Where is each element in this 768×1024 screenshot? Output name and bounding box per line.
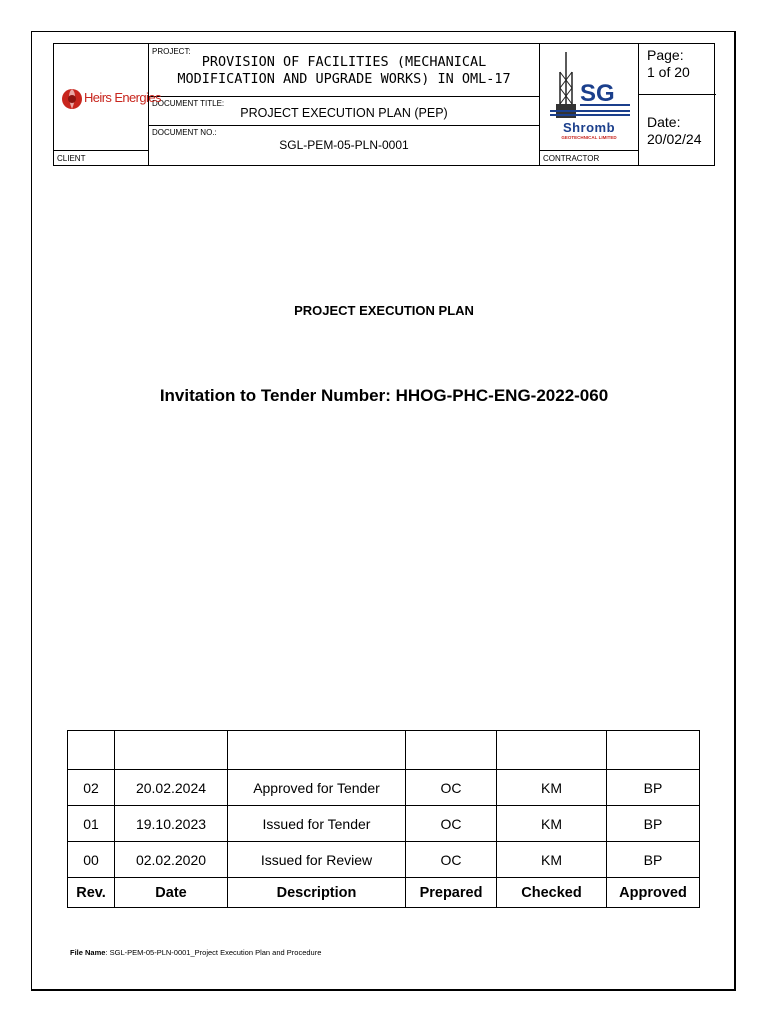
tender-number: Invitation to Tender Number: HHOG-PHC-ENG-2022-060 bbox=[159, 386, 609, 405]
approved-cell: BP bbox=[607, 806, 700, 842]
client-logo bbox=[58, 82, 161, 118]
header-checked: Checked bbox=[497, 878, 607, 908]
description-cell: Issued for Review bbox=[228, 842, 406, 878]
checked-cell: KM bbox=[497, 842, 607, 878]
date-cell: 20.02.2024 bbox=[115, 770, 228, 806]
table-row bbox=[68, 806, 700, 842]
prepared-cell: OC bbox=[406, 770, 497, 806]
rev-cell: 01 bbox=[68, 806, 115, 842]
contractor-logo-mark: SG bbox=[580, 80, 615, 107]
client-label: CLIENT bbox=[57, 154, 86, 163]
document-no-label: DOCUMENT NO.: bbox=[152, 128, 217, 137]
approved-cell: BP bbox=[607, 770, 700, 806]
header-approved: Approved bbox=[607, 878, 700, 908]
file-name bbox=[70, 948, 321, 957]
revision-table bbox=[67, 730, 700, 908]
date-cell bbox=[647, 114, 715, 148]
prepared-cell: OC bbox=[406, 842, 497, 878]
document-title-label: DOCUMENT TITLE: bbox=[152, 99, 225, 108]
date-label: Date: bbox=[647, 114, 681, 130]
table-cell bbox=[497, 731, 607, 770]
approved-cell: BP bbox=[607, 842, 700, 878]
table-cell bbox=[607, 731, 700, 770]
contractor-logo bbox=[540, 48, 638, 152]
description-cell: Issued for Tender bbox=[228, 806, 406, 842]
table-cell bbox=[406, 731, 497, 770]
page-label: Page: bbox=[647, 47, 684, 63]
document-no: SGL-PEM-05-PLN-0001 bbox=[279, 138, 409, 152]
table-cell bbox=[68, 731, 115, 770]
main-title: PROJECT EXECUTION PLAN bbox=[294, 303, 474, 318]
header-description: Description bbox=[228, 878, 406, 908]
rev-cell: 02 bbox=[68, 770, 115, 806]
project-title-line2: MODIFICATION AND UPGRADE WORKS) IN OML-17 bbox=[177, 71, 511, 87]
checked-cell: KM bbox=[497, 770, 607, 806]
document-title: PROJECT EXECUTION PLAN (PEP) bbox=[240, 106, 448, 120]
header-divider bbox=[54, 150, 148, 151]
table-header-row bbox=[68, 878, 700, 908]
contractor-logo-subtext: GEOTECHNICAL LIMITED bbox=[561, 135, 617, 140]
header-divider bbox=[148, 96, 539, 97]
contractor-label: CONTRACTOR bbox=[543, 154, 600, 163]
page-value: 1 of 20 bbox=[647, 64, 690, 80]
checked-cell: KM bbox=[497, 806, 607, 842]
client-logo-icon bbox=[60, 84, 84, 112]
date-cell: 19.10.2023 bbox=[115, 806, 228, 842]
header-rev: Rev. bbox=[68, 878, 115, 908]
header-date: Date bbox=[115, 878, 228, 908]
header-prepared: Prepared bbox=[406, 878, 497, 908]
page-cell bbox=[647, 47, 715, 81]
drilling-rig-icon bbox=[540, 48, 638, 120]
client-logo-text: Heirs Energies bbox=[84, 90, 161, 105]
description-cell: Approved for Tender bbox=[228, 770, 406, 806]
project-label: PROJECT: bbox=[152, 47, 191, 56]
header-divider bbox=[638, 94, 716, 95]
contractor-logo-text: Shromb bbox=[562, 120, 616, 135]
table-cell bbox=[115, 731, 228, 770]
date-cell: 02.02.2020 bbox=[115, 842, 228, 878]
project-title bbox=[149, 54, 539, 88]
header-divider bbox=[638, 44, 639, 165]
table-row bbox=[68, 770, 700, 806]
table-row bbox=[68, 842, 700, 878]
file-name-label: File Name bbox=[70, 948, 106, 957]
date-value: 20/02/24 bbox=[647, 131, 702, 147]
table-row bbox=[68, 731, 700, 770]
document-header bbox=[53, 43, 715, 166]
file-name-value: : SGL-PEM-05-PLN-0001_Project Execution Plan and Procedure bbox=[105, 948, 322, 957]
project-title-line1: PROVISION OF FACILITIES (MECHANICAL bbox=[201, 54, 487, 70]
header-divider bbox=[148, 125, 539, 126]
table-cell bbox=[228, 731, 406, 770]
prepared-cell: OC bbox=[406, 806, 497, 842]
rev-cell: 00 bbox=[68, 842, 115, 878]
